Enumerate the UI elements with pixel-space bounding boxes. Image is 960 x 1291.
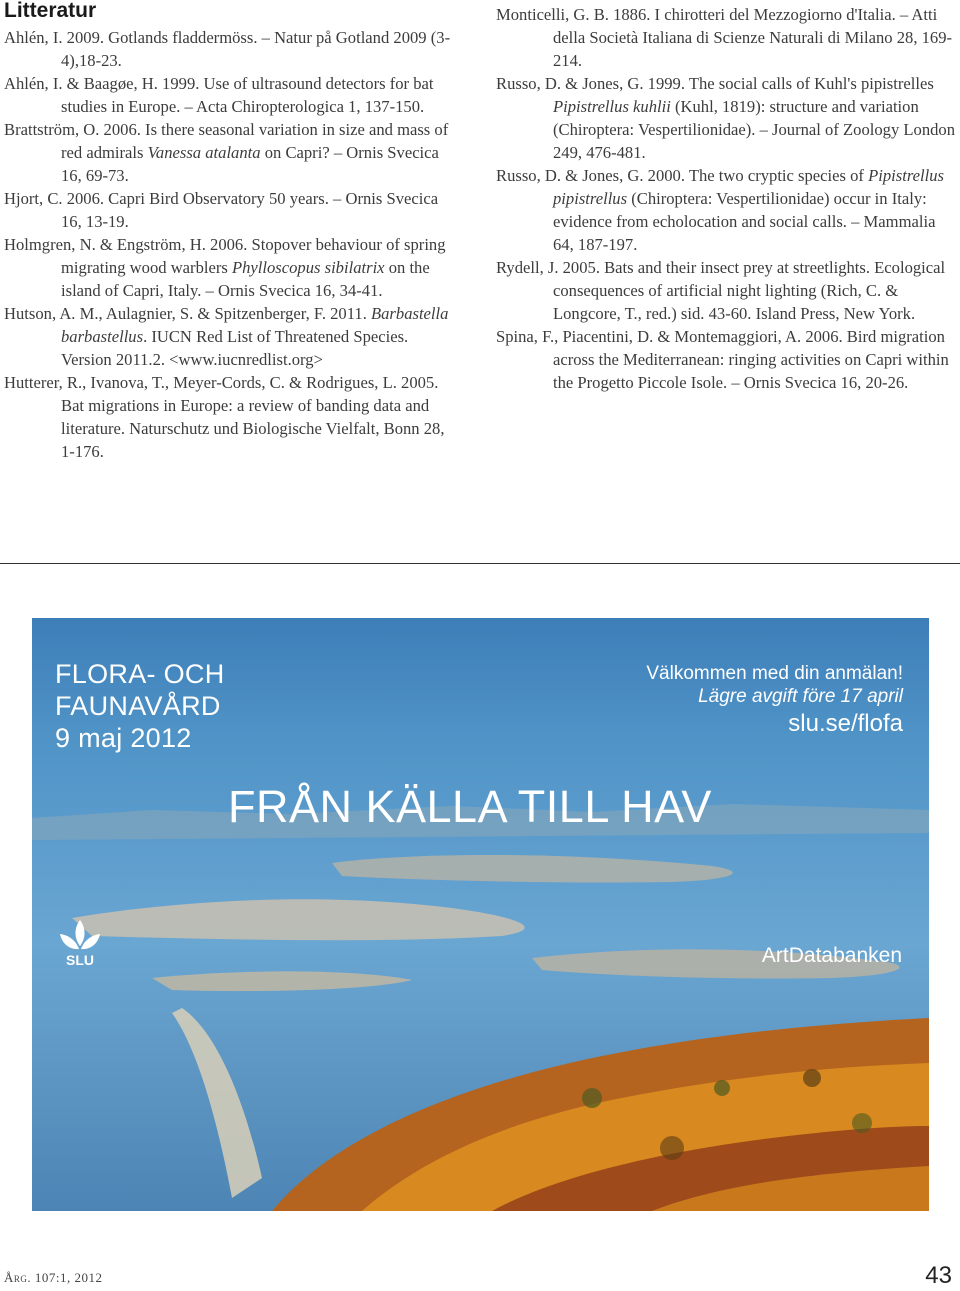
reference-text: Ahlén, I. & Baagøe, H. 1999. Use of ultrasound detectors for bat studies in Europe. – Acta Chiropterologica 1, 137-150. bbox=[4, 74, 434, 116]
partner-name: ArtDatabanken bbox=[761, 944, 902, 967]
reference-entry bbox=[4, 26, 460, 72]
reference-text: on Capri? – Ornis Svecica 16, 69-73. bbox=[61, 143, 439, 185]
reference-text: Hutterer, R., Ivanova, T., Meyer-Cords, C. & Rodrigues, L. 2005. Bat migrations in Europe: a review of banding data and literature. Naturschutz und Biologische Vielfalt, Bonn 28, 1-176. bbox=[4, 373, 445, 461]
reference-text: . IUCN Red List of Threatened Species. Version 2011.2. <www.iucnredlist.org> bbox=[61, 327, 409, 369]
event-title bbox=[55, 658, 225, 754]
reference-text: Brattström, O. 2006. Is there seasonal variation in size and mass of red admirals bbox=[4, 120, 449, 162]
reference-text: (Kuhl, 1819): structure and variation (Chiroptera: Vespertilionidae). – Journal of Zoology London 249, 476-481. bbox=[553, 97, 956, 162]
reference-entry bbox=[496, 164, 956, 256]
reference-text: Rydell, J. 2005. Bats and their insect prey at streetlights. Ecological consequences of artificial night lighting (Rich, C. & Longcore, T., red.) sid. 43-60. Island Press, New York. bbox=[496, 258, 946, 323]
reference-text: Hjort, C. 2006. Capri Bird Observatory 50 years. – Ornis Svecica 16, 13-19. bbox=[4, 189, 439, 231]
event-slogan: FRÅN KÄLLA TILL HAV bbox=[228, 781, 712, 832]
issue-info: Årg. 107:1, 2012 bbox=[4, 1270, 103, 1285]
reference-entry bbox=[4, 118, 460, 187]
reference-text: Holmgren, N. & Engström, H. 2006. Stopover behaviour of spring migrating wood warblers bbox=[4, 235, 446, 277]
reference-list-left bbox=[4, 26, 460, 463]
event-date: 9 maj 2012 bbox=[55, 723, 192, 753]
species-name: Pipistrellus kuhlii bbox=[553, 97, 671, 116]
reference-entry bbox=[4, 187, 460, 233]
reference-text: Monticelli, G. B. 1886. I chirotteri del Mezzogiorno d'Italia. – Atti della Società Italiana di Scienze Naturali di Milano 28, 169-214. bbox=[496, 5, 953, 70]
event-title-line1: FLORA- OCH bbox=[55, 659, 225, 689]
section-divider bbox=[0, 563, 960, 564]
species-name: Barbastella barbastellus bbox=[61, 304, 449, 346]
reference-text: on the island of Capri, Italy. – Ornis Svecica 16, 34-41. bbox=[61, 258, 430, 300]
reference-entry bbox=[496, 325, 956, 394]
reference-text: Russo, D. & Jones, G. 2000. The two cryptic species of bbox=[496, 166, 869, 185]
reference-text: Spina, F., Piacentini, D. & Montemaggiori, A. 2006. Bird migration across the Mediterranean: ringing activities on Capri within the Progetto Piccole Isole. – Ornis Svecica 16, 20-26. bbox=[496, 327, 949, 392]
species-name: Vanessa atalanta bbox=[147, 143, 261, 162]
reference-text: Hutson, A. M., Aulagnier, S. & Spitzenberger, F. 2011. bbox=[4, 304, 371, 323]
reference-entry bbox=[4, 233, 460, 302]
reference-entry bbox=[4, 72, 460, 118]
species-name: Pipistrellus pipistrellus bbox=[553, 166, 944, 208]
reference-entry bbox=[4, 371, 460, 463]
registration-info bbox=[646, 662, 903, 708]
event-advertisement bbox=[32, 618, 929, 1211]
section-heading: Litteratur bbox=[4, 0, 97, 22]
fee-deadline-text: Lägre avgift före 17 april bbox=[698, 686, 903, 707]
event-title-line2: FAUNAVÅRD bbox=[55, 691, 221, 721]
reference-entry bbox=[496, 3, 956, 72]
reference-text: Ahlén, I. 2009. Gotlands fladdermöss. – Natur på Gotland 2009 (3-4),18-23. bbox=[4, 28, 451, 70]
event-url-link[interactable]: slu.se/flofa bbox=[788, 710, 903, 737]
reference-text: Russo, D. & Jones, G. 1999. The social calls of Kuhl's pipistrelles bbox=[496, 74, 934, 93]
page-number: 43 bbox=[925, 1262, 952, 1289]
reference-text: (Chiroptera: Vespertilionidae) occur in Italy: evidence from echolocation and social calls. – Mammalia 64, 187-197. bbox=[553, 189, 936, 254]
slu-logo-text: SLU bbox=[66, 952, 94, 968]
species-name: Phylloscopus sibilatrix bbox=[231, 258, 385, 277]
reference-entry bbox=[4, 302, 460, 371]
reference-list-right bbox=[496, 3, 956, 394]
reference-entry bbox=[496, 72, 956, 164]
reference-entry bbox=[496, 256, 956, 325]
welcome-text: Välkommen med din anmälan! bbox=[646, 663, 903, 684]
